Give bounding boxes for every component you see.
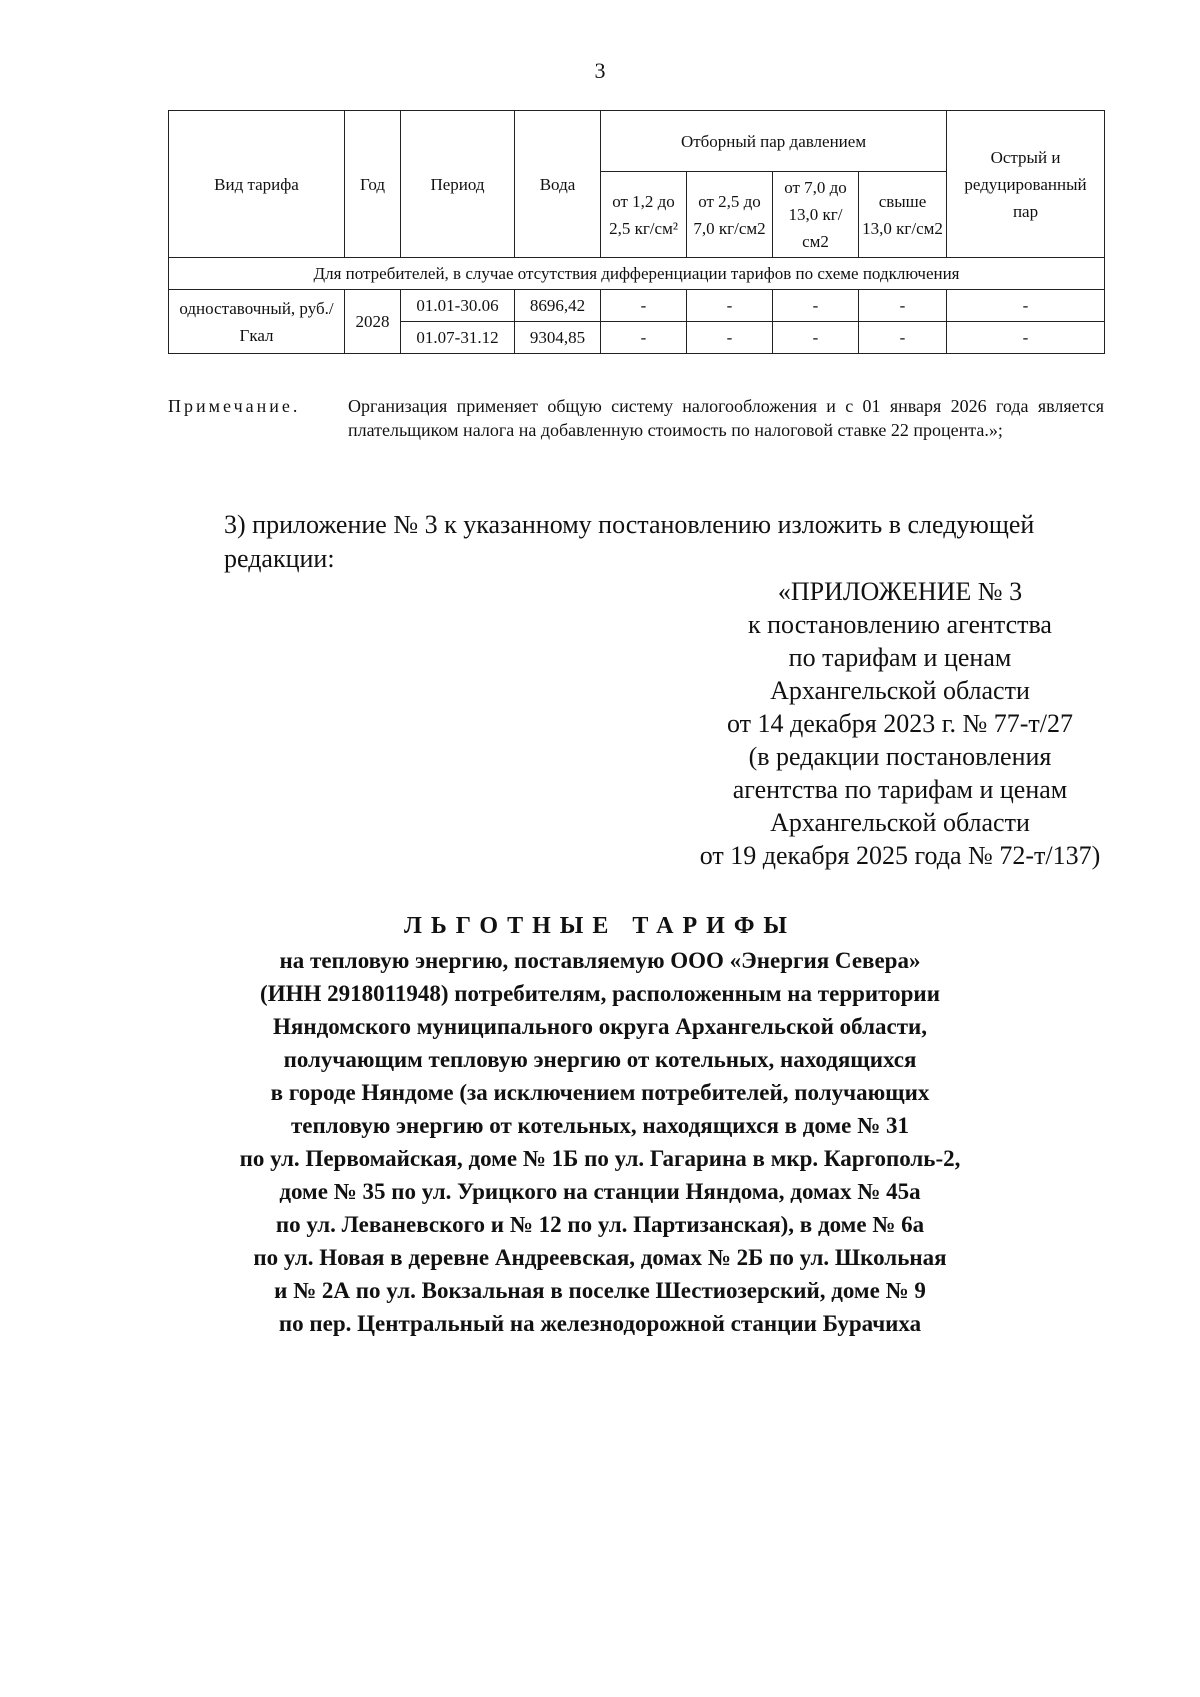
table-header-row xyxy=(169,111,1105,172)
appendix-line: (в редакции постановления xyxy=(748,742,1052,771)
appendix-line: «ПРИЛОЖЕНИЕ № 3 xyxy=(777,577,1023,606)
subtitle-line: и № 2А по ул. Вокзальная в поселке Шестиозерский, доме № 9 xyxy=(274,1278,926,1303)
appendix-line: от 14 декабря 2023 г. № 77-т/27 xyxy=(726,709,1074,738)
subtitle-line: в городе Няндоме (за исключением потребителей, получающих xyxy=(270,1080,930,1105)
appendix-line: агентства по тарифам и ценам xyxy=(732,775,1068,804)
table-row xyxy=(169,290,1105,322)
header-steam-group: Отборный пар давлением xyxy=(601,111,947,172)
value-cell: - xyxy=(947,322,1105,354)
value-cell: - xyxy=(773,290,859,322)
note-label: Примечание. xyxy=(168,396,301,416)
table-section-row xyxy=(169,258,1105,290)
appendix-line: Архангельской области xyxy=(770,808,1030,837)
page-number: 3 xyxy=(594,58,606,83)
header-year: Год xyxy=(345,111,401,258)
header-period: Период xyxy=(401,111,515,258)
subtitle-line: получающим тепловую энергию от котельных, находящихся xyxy=(283,1047,917,1072)
appendix-line: к постановлению агентства xyxy=(748,610,1052,639)
value-cell: - xyxy=(601,322,687,354)
header-tariff-type: Вид тарифа xyxy=(169,111,345,258)
appendix-line: по тарифам и ценам xyxy=(788,643,1012,672)
header-steam-col: от 2,5 до 7,0 кг/см2 xyxy=(687,172,773,258)
value-cell: - xyxy=(859,290,947,322)
appendix-header xyxy=(660,575,1140,872)
table-section-label: Для потребителей, в случае отсутствия дифференциации тарифов по схеме подключения xyxy=(169,258,1105,290)
year-cell: 2028 xyxy=(345,290,401,354)
tariff-name-cell: одноставочный, руб./Гкал xyxy=(169,290,345,354)
subtitle-line: по ул. Новая в деревне Андреевская, домах № 2Б по ул. Школьная xyxy=(253,1245,947,1270)
value-cell: - xyxy=(859,322,947,354)
period-cell: 01.07-31.12 xyxy=(401,322,515,354)
value-cell: - xyxy=(687,290,773,322)
value-cell: - xyxy=(947,290,1105,322)
note-block xyxy=(168,394,1104,442)
subtitle-line: доме № 35 по ул. Урицкого на станции Няндома, домах № 45а xyxy=(279,1179,921,1204)
value-cell: - xyxy=(601,290,687,322)
water-cell: 8696,42 xyxy=(515,290,601,322)
tariff-table xyxy=(168,110,1105,354)
appendix-line: Архангельской области xyxy=(770,676,1030,705)
header-steam-col: от 1,2 до 2,5 кг/см² xyxy=(601,172,687,258)
header-steam-col: свыше 13,0 кг/см2 xyxy=(859,172,947,258)
header-sharp-steam: Острый и редуцированный пар xyxy=(947,111,1105,258)
period-cell: 01.01-30.06 xyxy=(401,290,515,322)
note-text: Организация применяет общую систему налогообложения и с 01 января 2026 года является плательщиком налога на добавленную стоимость по налоговой ставке 22 процента.»; xyxy=(348,396,1104,440)
subtitle-line: (ИНН 2918011948) потребителям, расположенным на территории xyxy=(260,981,940,1006)
header-steam-col: от 7,0 до 13,0 кг/см2 xyxy=(773,172,859,258)
water-cell: 9304,85 xyxy=(515,322,601,354)
document-title: ЛЬГОТНЫЕ ТАРИФЫ xyxy=(404,913,796,939)
subtitle-line: по ул. Первомайская, доме № 1Б по ул. Гагарина в мкр. Каргополь-2, xyxy=(239,1146,961,1171)
appendix-line: от 19 декабря 2025 года № 72-т/137) xyxy=(699,841,1101,870)
subtitle-line: по ул. Леваневского и № 12 по ул. Партизанская), в доме № 6а xyxy=(275,1212,925,1237)
subtitle-line: Няндомского муниципального округа Архангельской области, xyxy=(273,1014,927,1039)
amendment-text: 3) приложение № 3 к указанному постановлению изложить в следующей редакции: xyxy=(224,510,1035,573)
value-cell: - xyxy=(687,322,773,354)
subtitle-line: на тепловую энергию, поставляемую ООО «Энергия Севера» xyxy=(279,948,921,973)
value-cell: - xyxy=(773,322,859,354)
header-water: Вода xyxy=(515,111,601,258)
title-block xyxy=(140,908,1060,1340)
amendment-paragraph xyxy=(168,508,1104,576)
subtitle-line: по пер. Центральный на железнодорожной станции Бурачиха xyxy=(278,1311,922,1336)
subtitle-line: тепловую энергию от котельных, находящихся в доме № 31 xyxy=(291,1113,909,1138)
